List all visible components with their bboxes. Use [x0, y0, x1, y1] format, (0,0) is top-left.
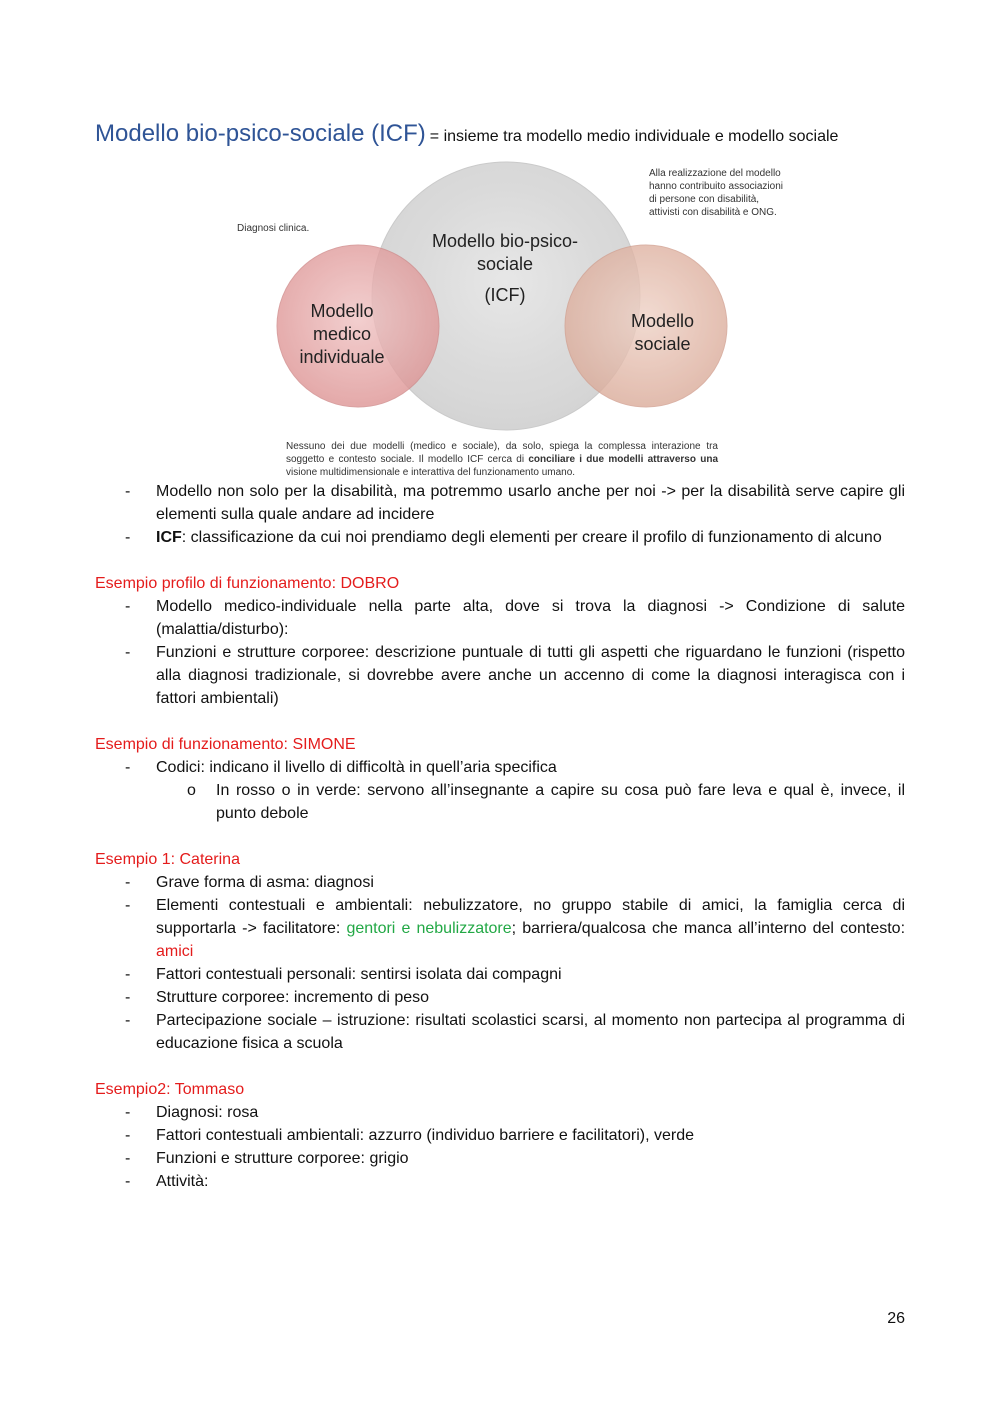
dash-marker: - — [125, 897, 131, 914]
icf-bold-label: ICF — [156, 529, 182, 546]
list-item-text: Fattori contestuali personali: sentirsi isolata dai compagni — [156, 966, 562, 983]
label-center-sub: (ICF) — [484, 285, 526, 305]
note-bottom-post: visione multidimensionale e interattiva del funzionamento umano. — [286, 467, 576, 478]
list-item — [95, 1147, 905, 1170]
list-item — [95, 894, 905, 963]
list-item-text: Modello non solo per la disabilità, ma potremmo usarlo anche per noi -> per la disabilità serve capire gli elementi sulla quale andare ad incidere — [156, 483, 905, 523]
list-item — [95, 1101, 905, 1124]
section-title-tommaso: Esempio2: Tommaso — [95, 1081, 245, 1098]
note-bottom — [286, 440, 718, 479]
section-title-simone: Esempio di funzionamento: SIMONE — [95, 736, 356, 753]
list-item — [95, 756, 905, 779]
dash-marker: - — [125, 598, 131, 615]
list-item — [95, 1170, 905, 1193]
list-item-text: Funzioni e strutture corporee: grigio — [156, 1150, 409, 1167]
circle-bullet-marker: o — [187, 782, 196, 799]
caterina-list — [95, 871, 905, 1055]
list-item-text: : classificazione da cui noi prendiamo degli elementi per creare il profilo di funzionamento di alcuno — [181, 529, 882, 546]
dash-marker: - — [125, 966, 131, 983]
list-item-text: Diagnosi: rosa — [156, 1104, 259, 1121]
list-item — [95, 480, 905, 526]
note-bottom-pre: Nessuno dei due modelli (medico e sociale), da solo, spiega la complessa interazione tra soggetto e contesto sociale. Il modello ICF cerca di — [286, 441, 718, 465]
facilitator-text: gentori e nebulizzatore — [346, 920, 512, 937]
list-item-text: Elementi contestuali e ambientali: nebulizzatore, no gruppo stabile di amici, la famiglia cerca di supportarla -> facilitatore: — [156, 897, 905, 937]
dobro-list — [95, 595, 905, 710]
note-diagnosi-clinica: Diagnosi clinica. — [237, 223, 310, 234]
sublist-item — [95, 779, 905, 825]
simone-sublist — [95, 779, 905, 825]
list-item-text: ; barriera/qualcosa che manca all’interno del contesto: — [511, 920, 906, 937]
heading-subtitle: = insieme tra modello medio individuale e modello sociale — [429, 128, 839, 145]
list-item — [95, 595, 905, 641]
dash-marker: - — [125, 483, 131, 500]
label-center — [415, 230, 595, 307]
main-content — [95, 480, 905, 1193]
heading-title: Modello bio-psico-sociale (ICF) — [95, 120, 426, 147]
label-left: Modello medico individuale — [299, 301, 385, 367]
list-item-text: Funzioni e strutture corporee: descrizione puntuale di tutti gli aspetti che riguardano le funzioni (rispetto alla diagnosi tradizionale, si dovrebbe avere anche un accenno di come la diagnosi interagisca con i fattori ambientali) — [156, 644, 905, 707]
section-title-dobro: Esempio profilo di funzionamento: DOBRO — [95, 575, 400, 592]
page-heading — [95, 120, 838, 148]
dash-marker: - — [125, 1012, 131, 1029]
list-item — [95, 986, 905, 1009]
sublist-item-text: In rosso o in verde: servono all’insegnante a capire su cosa può fare leva e qual è, invece, il punto debole — [216, 782, 905, 822]
page-number: 26 — [887, 1310, 905, 1327]
list-item — [95, 641, 905, 710]
barrier-text: amici — [156, 943, 194, 960]
list-item — [95, 526, 905, 549]
list-item-text: Fattori contestuali ambientali: azzurro (individuo barriere e facilitatori), verde — [156, 1127, 695, 1144]
dash-marker: - — [125, 874, 131, 891]
dash-marker: - — [125, 529, 131, 546]
dash-marker: - — [125, 759, 131, 776]
dash-marker: - — [125, 644, 131, 661]
dash-marker: - — [125, 1104, 131, 1121]
list-item — [95, 1009, 905, 1055]
list-item-text: Grave forma di asma: diagnosi — [156, 874, 374, 891]
list-item-text: Codici: indicano il livello di difficoltà in quell’aria specifica — [156, 759, 557, 776]
note-contributors: Alla realizzazione del modello hanno contribuito associazioni di persone con disabilità, attivisti con disabilità e ONG. — [649, 168, 783, 218]
tommaso-list — [95, 1101, 905, 1193]
label-center-main: Modello bio-psico-sociale — [431, 231, 579, 274]
list-item — [95, 871, 905, 894]
intro-list — [95, 480, 905, 549]
list-item-text: Modello medico-individuale nella parte alta, dove si trova la diagnosi -> Condizione di salute (malattia/disturbo): — [156, 598, 905, 638]
label-right: Modello sociale — [630, 311, 695, 354]
list-item — [95, 963, 905, 986]
dash-marker: - — [125, 1127, 131, 1144]
simone-list — [95, 756, 905, 779]
list-item — [95, 1124, 905, 1147]
dash-marker: - — [125, 1173, 131, 1190]
dash-marker: - — [125, 1150, 131, 1167]
list-item-text: Strutture corporee: incremento di peso — [156, 989, 430, 1006]
note-bottom-bold: conciliare i due modelli attraverso una — [528, 454, 719, 465]
list-item-text: Attività: — [156, 1173, 209, 1190]
venn-diagram — [220, 160, 790, 480]
dash-marker: - — [125, 989, 131, 1006]
list-item-text: Partecipazione sociale – istruzione: risultati scolastici scarsi, al momento non partecipa al programma di educazione fisica a scuola — [156, 1012, 905, 1052]
section-title-caterina: Esempio 1: Caterina — [95, 851, 240, 868]
